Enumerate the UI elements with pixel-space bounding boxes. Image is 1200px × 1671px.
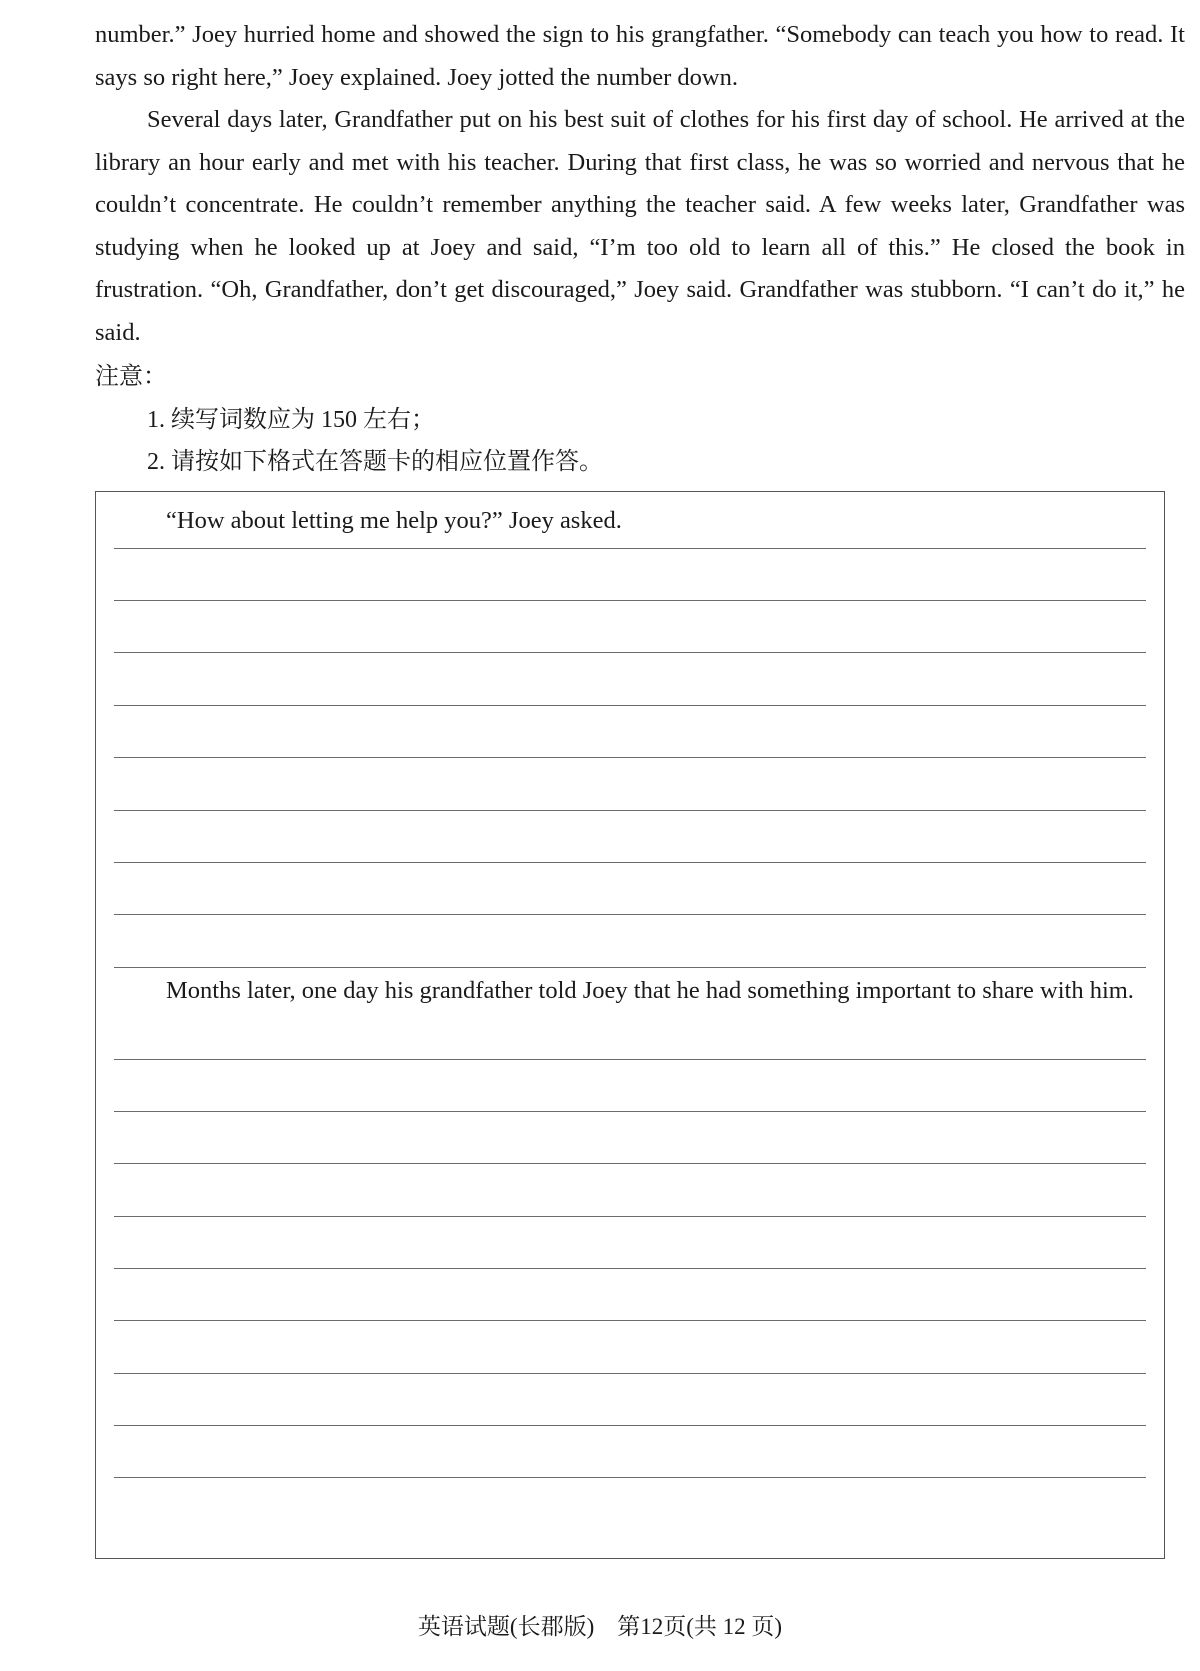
- paragraph-1-opening: “How about letting me help you?” Joey asked.: [166, 507, 622, 534]
- page-footer: 英语试题(长郡版) 第12页(共 12 页): [417, 1614, 783, 1639]
- writing-line[interactable]: [114, 705, 1146, 706]
- writing-line[interactable]: [114, 548, 1146, 549]
- writing-line[interactable]: [114, 1111, 1146, 1112]
- writing-line[interactable]: [114, 914, 1146, 915]
- notes-title: 注意：: [95, 364, 167, 390]
- story-passage: [95, 14, 1185, 354]
- note-item-word-count: 1. 续写词数应为 150 左右；: [147, 406, 435, 433]
- paragraph-2-opening: [114, 970, 1146, 1013]
- writing-line[interactable]: [114, 1216, 1146, 1217]
- writing-line[interactable]: [114, 862, 1146, 863]
- writing-line[interactable]: [114, 600, 1146, 601]
- writing-line[interactable]: [114, 1320, 1146, 1321]
- note-item-format: 2. 请按如下格式在答题卡的相应位置作答。: [147, 449, 603, 475]
- story-paragraph-1: number.” Joey hurried home and showed the sign to his grangfather. “Somebody can teach you how to read. It says so right here,” Joey explained. Joey jotted the number down.: [95, 21, 1185, 91]
- writing-line[interactable]: [114, 810, 1146, 811]
- writing-line[interactable]: [114, 967, 1146, 968]
- paragraph-2-opening-text: Months later, one day his grandfather told Joey that he had something important to share with him.: [166, 977, 1134, 1004]
- writing-line[interactable]: [114, 1425, 1146, 1426]
- story-paragraph-2: Several days later, Grandfather put on his best suit of clothes for his first day of school. He arrived at the library an hour early and met with his teacher. During that first class, he was so worried and nervous that he couldn’t concentrate. He couldn’t remember anything the teacher said. A few weeks later, Grandfather was studying when he looked up at Joey and said, “I’m too old to learn all of this.” He closed the book in frustration. “Oh, Grandfather, don’t get discouraged,” Joey said. Grandfather was stubborn. “I can’t do it,” he said.: [95, 106, 1185, 346]
- writing-line[interactable]: [114, 757, 1146, 758]
- writing-line[interactable]: [114, 1268, 1146, 1269]
- writing-line[interactable]: [114, 1163, 1146, 1164]
- instructions-notes: [95, 356, 1185, 484]
- writing-line[interactable]: [114, 1059, 1146, 1060]
- writing-line[interactable]: [114, 1373, 1146, 1374]
- answer-box[interactable]: [95, 491, 1165, 1559]
- writing-line[interactable]: [114, 1477, 1146, 1478]
- writing-line[interactable]: [114, 652, 1146, 653]
